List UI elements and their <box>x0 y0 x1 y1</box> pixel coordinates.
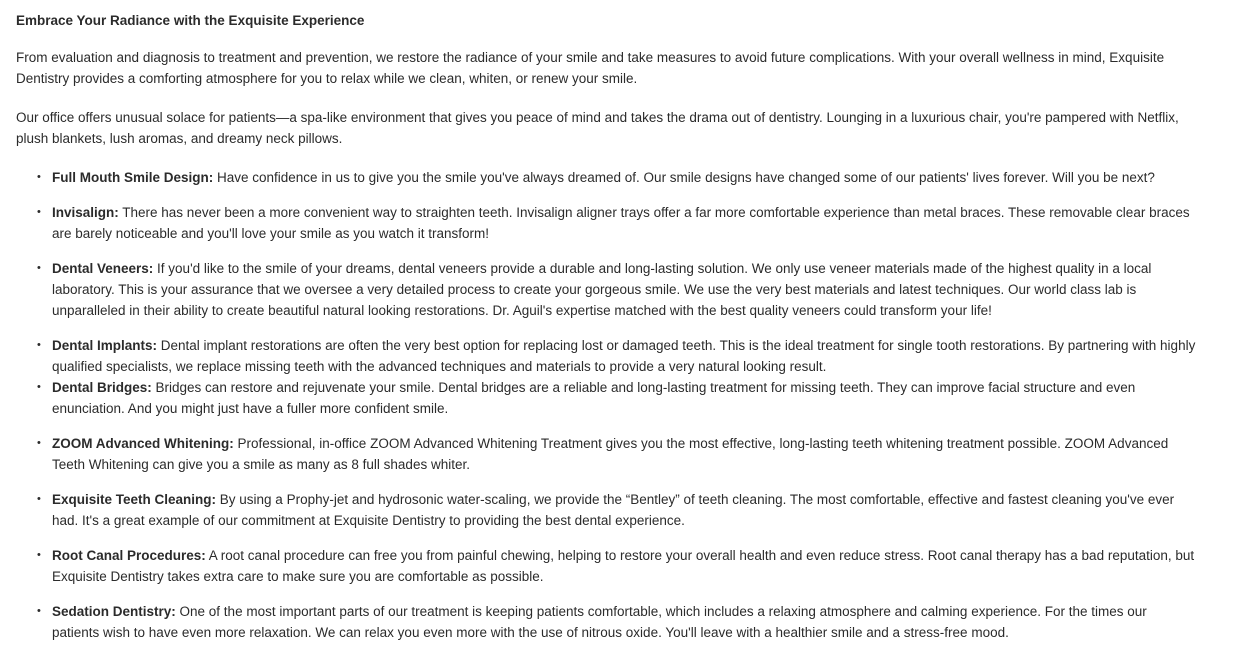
service-item-full-mouth-smile-design <box>16 167 1196 188</box>
section-heading: Embrace Your Radiance with the Exquisite Experience <box>16 13 365 28</box>
bullet-icon: • <box>37 605 41 617</box>
service-description: Professional, in-office ZOOM Advanced Whitening Treatment gives you the most effective, long-lasting teeth whitening treatment possible. ZOOM Advanced Teeth Whitening can give you a smile as many as 8 full shades whiter. <box>52 436 1169 472</box>
service-item-root-canal-procedures <box>16 545 1196 587</box>
service-description: Bridges can restore and rejuvenate your smile. Dental bridges are a reliable and long-lasting treatment for missing teeth. They can improve facial structure and even enunciation. And you might just have a fuller more confident smile. <box>52 380 1136 416</box>
service-item-dental-veneers <box>16 258 1196 321</box>
service-item-dental-implants <box>16 335 1196 377</box>
service-description: A root canal procedure can free you from painful chewing, helping to restore your overall health and even reduce stress. Root canal therapy has a bad reputation, but Exquisite Dentistry takes extra care to make sure you are comfortable as possible. <box>52 548 1195 584</box>
article <box>16 12 1196 643</box>
service-title: Full Mouth Smile Design: <box>52 170 214 185</box>
service-title: ZOOM Advanced Whitening: <box>52 436 234 451</box>
service-title: Invisalign: <box>52 205 119 220</box>
service-description: If you'd like to the smile of your dreams, dental veneers provide a durable and long-lasting solution. We only use veneer materials made of the highest quality in a local laboratory. This is your assurance that we oversee a very detailed process to create your gorgeous smile. We use the very best materials and latest techniques. Our world class lab is unparalleled in their ability to create beautiful natural looking restorations. Dr. Aguil's expertise matched with the best quality veneers could transform your life! <box>52 261 1152 318</box>
service-item-invisalign <box>16 202 1196 244</box>
service-item-sedation-dentistry <box>16 601 1196 643</box>
bullet-icon: • <box>37 206 41 218</box>
service-title: Sedation Dentistry: <box>52 604 176 619</box>
service-description: There has never been a more convenient way to straighten teeth. Invisalign aligner trays offer a far more comfortable experience than metal braces. These removable clear braces are barely noticeable and you'll love your smile as you watch it transform! <box>52 205 1190 241</box>
service-title: Dental Implants: <box>52 338 158 353</box>
service-title: Dental Veneers: <box>52 261 154 276</box>
service-title: Dental Bridges: <box>52 380 152 395</box>
service-title: Root Canal Procedures: <box>52 548 206 563</box>
service-item-dental-bridges <box>16 377 1196 419</box>
bullet-icon: • <box>37 381 41 393</box>
services-list <box>16 167 1196 643</box>
bullet-icon: • <box>37 549 41 561</box>
service-item-exquisite-teeth-cleaning <box>16 489 1196 531</box>
service-item-zoom-advanced-whitening <box>16 433 1196 475</box>
bullet-icon: • <box>37 171 41 183</box>
intro-paragraph: From evaluation and diagnosis to treatment and prevention, we restore the radiance of your smile and take measures to avoid future complications. With your overall wellness in mind, Exquisite Dentistry provides a comforting atmosphere for you to relax while we clean, whiten, or renew your smile. <box>16 50 1165 86</box>
bullet-icon: • <box>37 339 41 351</box>
service-title: Exquisite Teeth Cleaning: <box>52 492 217 507</box>
service-description: One of the most important parts of our treatment is keeping patients comfortable, which includes a relaxing atmosphere and calming experience. For the times our patients wish to have even more relaxation. We can relax you even more with the use of nitrous oxide. You'll leave with a healthier smile and a stress-free mood. <box>52 604 1147 640</box>
service-description: Have confidence in us to give you the smile you've always dreamed of. Our smile designs have changed some of our patients' lives forever. Will you be next? <box>213 170 1155 185</box>
service-description: Dental implant restorations are often the very best option for replacing lost or damaged teeth. This is the ideal treatment for single tooth restorations. By partnering with highly qualified specialists, we replace missing teeth with the advanced techniques and materials to provide a very natural looking result. <box>52 338 1196 374</box>
bullet-icon: • <box>37 493 41 505</box>
service-description: By using a Prophy-jet and hydrosonic water-scaling, we provide the “Bentley” of teeth cleaning. The most comfortable, effective and fastest cleaning you've ever had. It's a great example of our commitment at Exquisite Dentistry to providing the best dental experience. <box>52 492 1175 528</box>
office-paragraph: Our office offers unusual solace for patients—a spa-like environment that gives you peace of mind and takes the drama out of dentistry. Lounging in a luxurious chair, you're pampered with Netflix, plush blankets, lush aromas, and dreamy neck pillows. <box>16 110 1179 146</box>
bullet-icon: • <box>37 262 41 274</box>
bullet-icon: • <box>37 437 41 449</box>
